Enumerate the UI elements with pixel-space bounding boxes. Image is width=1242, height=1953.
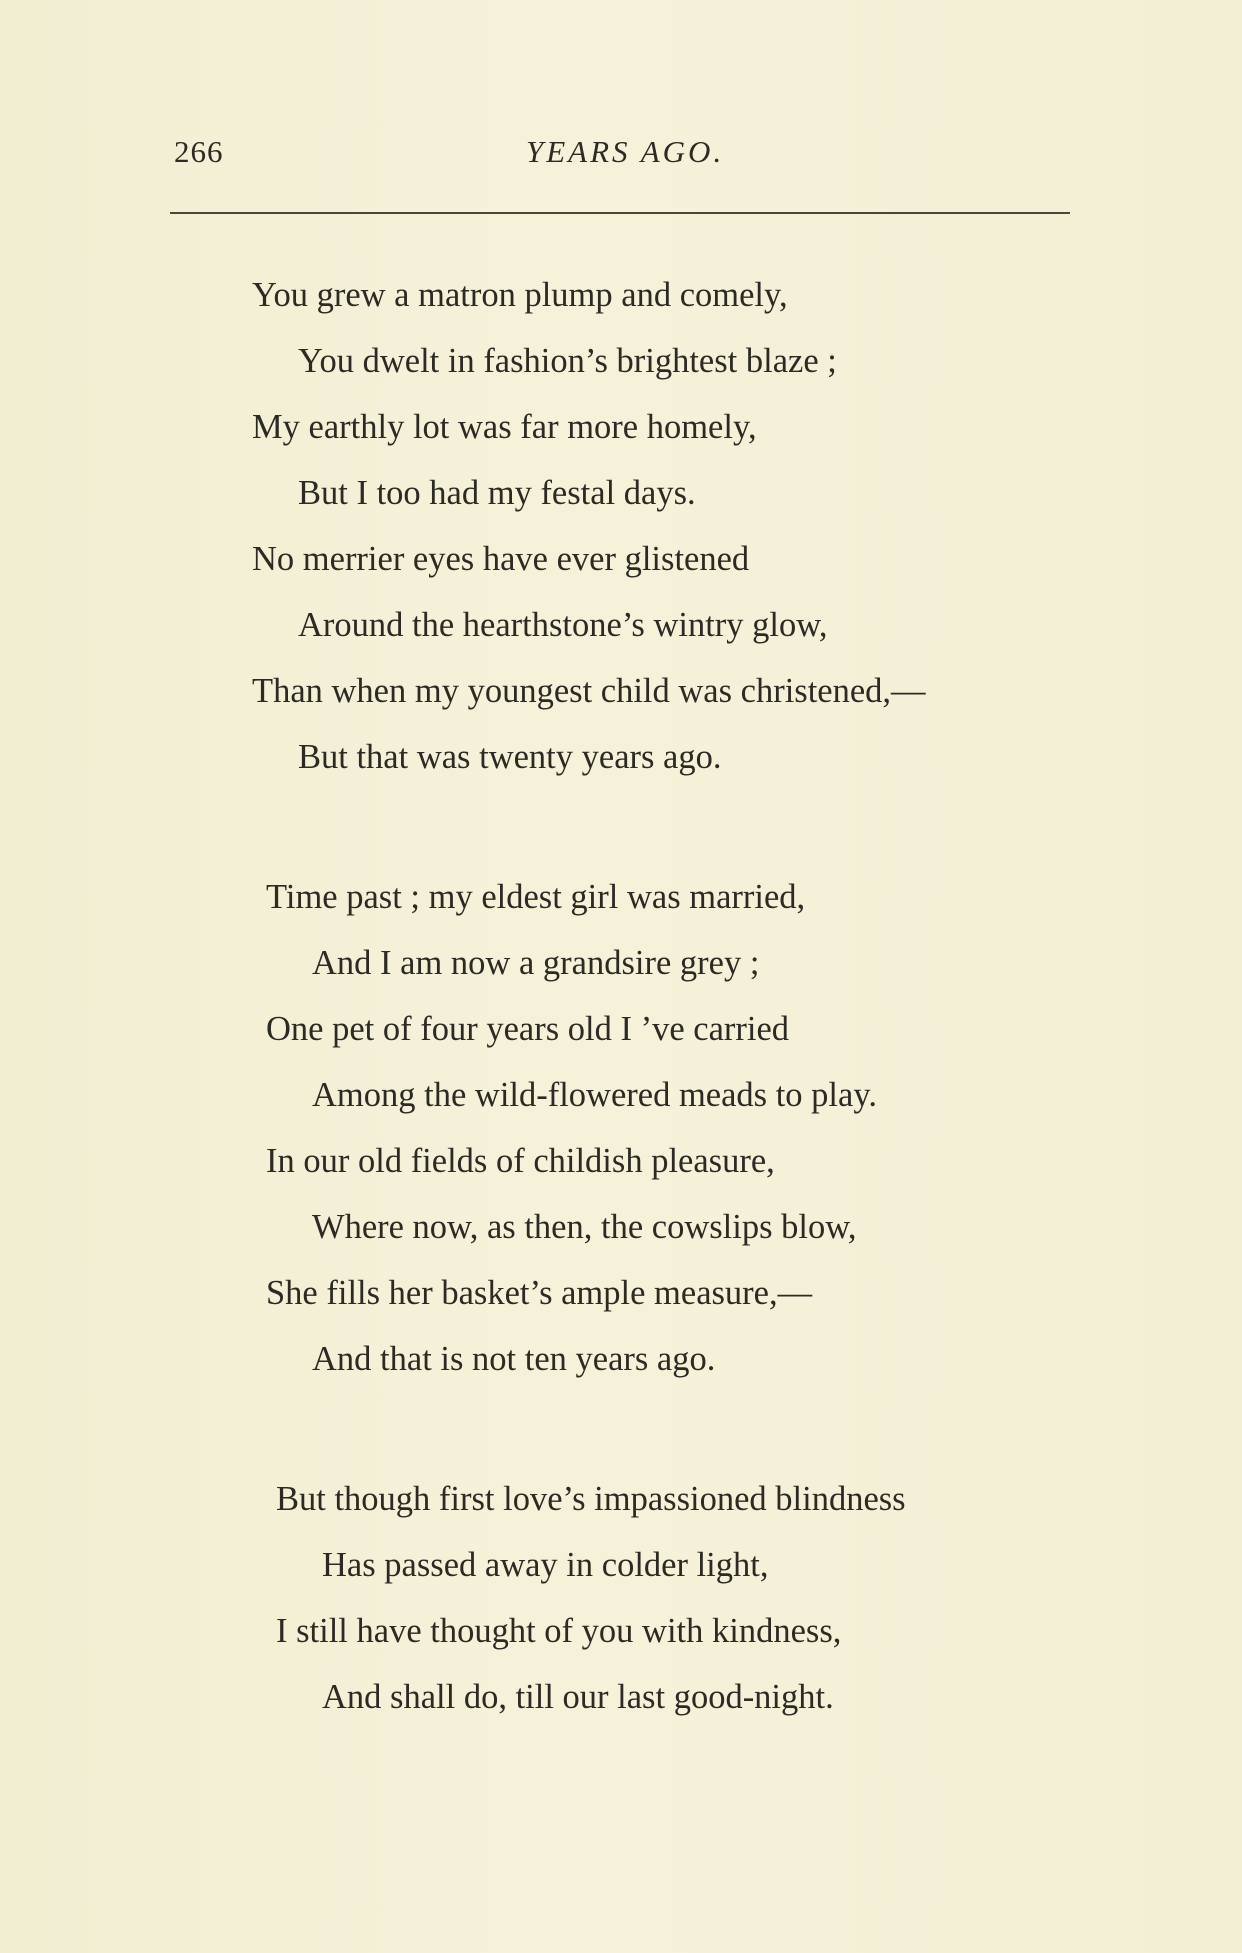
poem-line: One pet of four years old I ’ve carried [266,1010,790,1048]
poem-line: You grew a matron plump and comely, [252,276,788,314]
stanza-3 [276,1466,1152,1730]
poem-line: And that is not ten years ago. [312,1340,716,1378]
poem-line: You dwelt in fashion’s brightest blaze ; [298,342,837,380]
poem-line: But that was twenty years ago. [298,738,722,776]
poem-line: I still have thought of you with kindness, [276,1612,842,1650]
poem-line: No merrier eyes have ever glistened [252,540,750,578]
poem-line: Than when my youngest child was christened,— [252,672,926,710]
poem-line: But I too had my festal days. [298,474,696,512]
poem-line: Where now, as then, the cowslips blow, [312,1208,857,1246]
poem-line: Among the wild-flowered meads to play. [312,1076,877,1114]
poem-line: She fills her basket’s ample measure,— [266,1274,813,1312]
stanza-1 [252,262,1152,790]
poem-body [252,262,1152,1804]
header-rule [170,212,1070,214]
stanza-2 [266,864,1152,1392]
poem-line: Around the hearthstone’s wintry glow, [298,606,828,644]
poem-line: Has passed away in colder light, [322,1546,769,1584]
poem-line: My earthly lot was far more homely, [252,408,757,446]
running-head [170,134,1070,178]
poem-line: And shall do, till our last good-night. [322,1678,834,1716]
poem-line: Time past ; my eldest girl was married, [266,878,806,916]
poem-line: But though first love’s impassioned blindness [276,1480,906,1518]
page-number: 266 [174,134,224,169]
poem-line: And I am now a grandsire grey ; [312,944,760,982]
poem-line: In our old fields of childish pleasure, [266,1142,775,1180]
running-title: YEARS AGO. [526,134,725,169]
